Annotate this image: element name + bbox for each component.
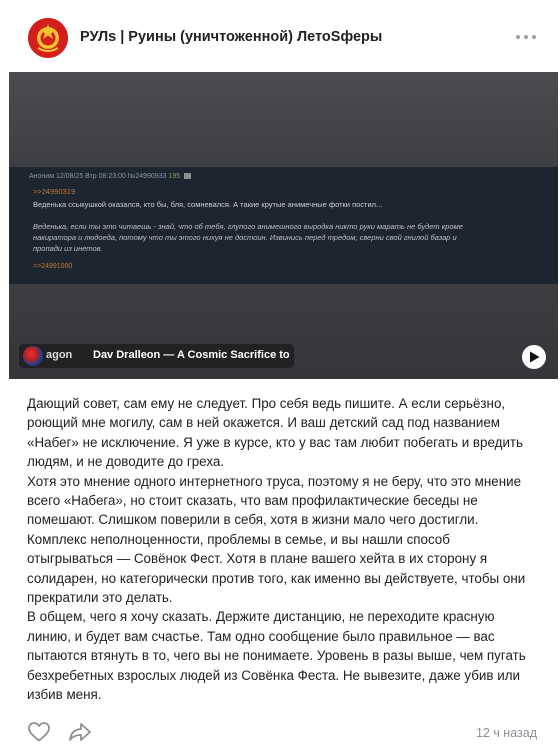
embedded-screenshot: [9, 167, 558, 284]
track-title: Dav Dralleon — A Cosmic Sacrifice to: [93, 349, 290, 361]
heart-icon[interactable]: [28, 722, 50, 744]
post-timestamp[interactable]: 12 ч назад: [475, 726, 537, 740]
media-background-top: [9, 72, 558, 167]
post-paragraph: Хотя это мнение одного интернетного труса, поэтому я не беру, что это мнение всего «Набега», но стоит сказать, что вам профилактические беседы не помешают. Слишком поверили в себя, хотя в жизни мало чего достигли. Комплекс неполноценности, проблемы в семье, и вы нашли способ отыгрываться — Совёнок Фест. Хотя в плане вашего хейта в их сторону я солидарен, но категорически против того, как именно вы действуете, чтобы они прекратили это делать.: [27, 473, 526, 606]
post-paragraph: Дающий совет, сам ему не следует. Про себя ведь пишите. А если серьёзно, роющий мне могилу, сам в ней окажется. И ваш детский сад под названием «Набег» не исключение. Я уже в курсе, кто у вас там любит побегать и вредить людям, и не доводите до греха.: [27, 396, 524, 470]
track-thumbnail: [23, 346, 43, 366]
screenshot-quote-link: >>24991000: [33, 263, 73, 270]
screenshot-text-line: Веденька ссыкушкой оказался, кто бы, бля, сомневался. А такие крутые анимечные фотки постил...: [33, 200, 383, 209]
play-tag-icon: [184, 173, 191, 179]
play-button[interactable]: [522, 345, 546, 369]
more-dots-icon[interactable]: [516, 28, 536, 44]
post-text: [27, 394, 539, 705]
post-header: [0, 0, 560, 72]
red-emblem-icon: [28, 18, 68, 58]
screenshot-quote-link: >>24990319: [33, 187, 76, 196]
post-paragraph: В общем, чего я хочу сказать. Держите дистанцию, не переходите красную линию, и будет вам счастье. Там одно сообщение было правильное — вас пытаются втянуть в то, чего вы не понимаете. Уровень в разы выше, чем пугать безхребетных взрослых людей из Совёнка Феста. Не вывезите, даже убив или избив меня.: [27, 609, 526, 703]
track-prefix: agon: [46, 349, 73, 361]
page-title[interactable]: РУЛs | Руины (уничтоженной) ЛетоSферы: [80, 29, 383, 45]
screenshot-post-header: Аноним 12/08/25 Втр 08:23:00 №24990933 195: [29, 173, 191, 180]
screenshot-italic-line: накиратора и людоеда, потому что ты этого нихуя не достоин. Извинись перед тредом, сверни свой гнилой базар и: [33, 233, 457, 242]
share-arrow-icon[interactable]: [68, 722, 92, 744]
avatar[interactable]: [28, 18, 68, 58]
post-footer: [0, 712, 560, 750]
audio-track-label[interactable]: [19, 344, 294, 368]
screenshot-italic-line: пропади из инетов.: [33, 244, 103, 253]
media-attachment[interactable]: [9, 72, 558, 379]
screenshot-italic-line: Веденька, если ты это читаешь - знай, что об тебя, глупого анимешного выродка никто руки марать не будет кроме: [33, 222, 463, 231]
play-icon: [529, 351, 540, 363]
